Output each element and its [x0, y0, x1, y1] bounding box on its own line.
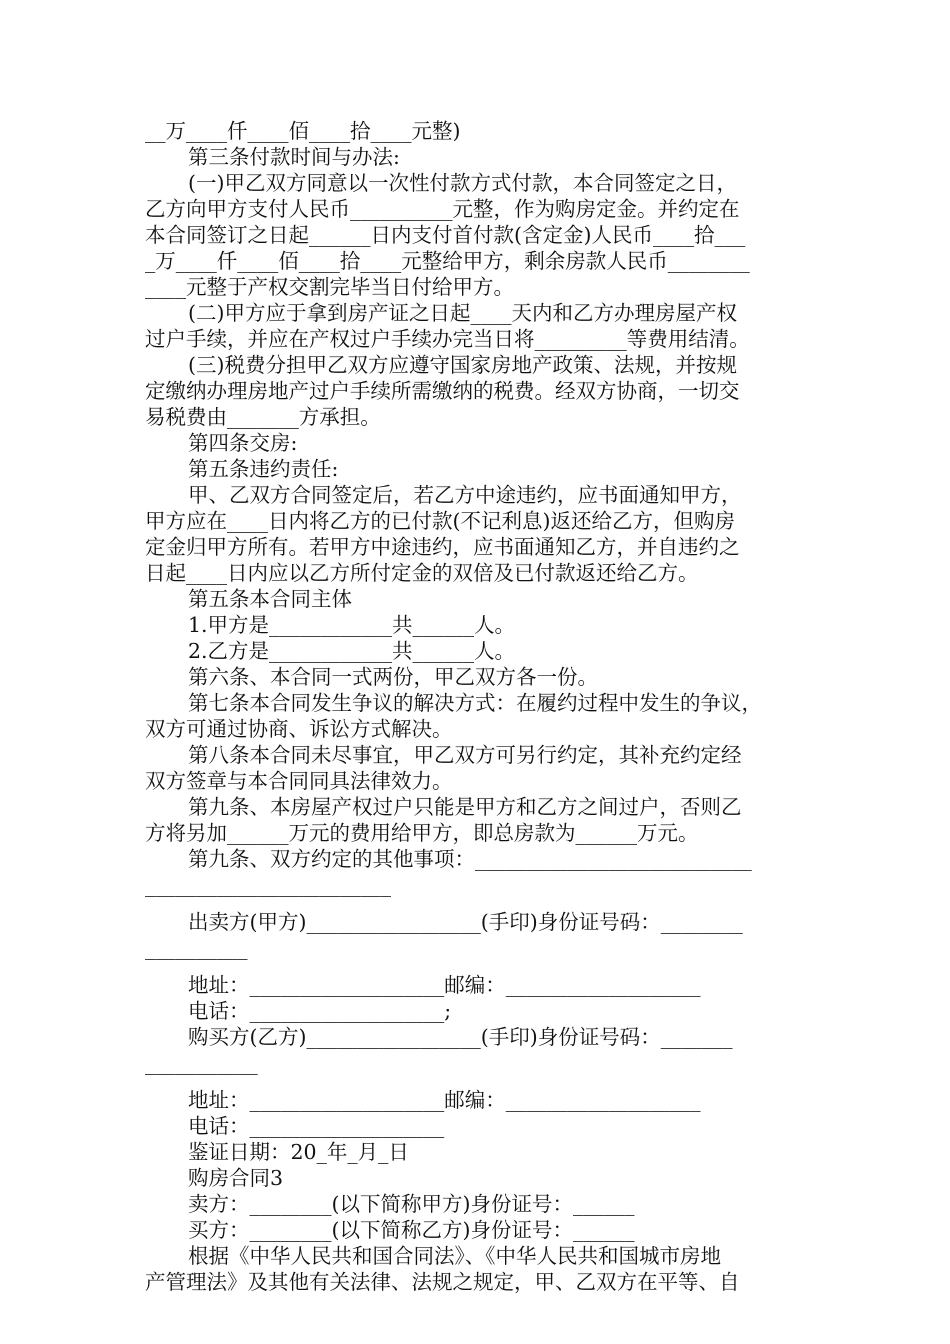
text-line: 地址：___________________邮编：___________________ [188, 973, 701, 997]
text-line: 地址：___________________邮编：___________________ [188, 1088, 701, 1112]
text-line: 第九条、双方约定的其他事项：___________________________ [188, 847, 752, 871]
text-line: (一)甲乙双方同意以一次性付款方式付款，本合同签定之日， [188, 171, 737, 195]
text-line: __________ [145, 936, 248, 960]
text-line: 购买方(乙方)_________________(手印)身份证号码：_______ [188, 1025, 733, 1049]
text-line: 双方签章与本合同同具法律效力。 [145, 769, 453, 793]
line-gap [145, 898, 809, 909]
text-line: 第五条违约责任: [188, 457, 339, 481]
text-line: __万____仟____佰____拾____元整) [145, 119, 461, 143]
line-gap [145, 961, 809, 972]
text-line: 定金归甲方所有。若甲方中途违约，应书面通知乙方，并自违约之 [145, 535, 740, 559]
text-line: 买方：________(以下简称乙方)身份证号：______ [188, 1218, 635, 1242]
line-gap [145, 1076, 809, 1087]
text-line: 双方可通过协商、诉讼方式解决。 [145, 717, 453, 741]
text-line: ________________________ [145, 873, 391, 897]
text-line: 产管理法》及其他有关法律、法规之规定，甲、乙双方在平等、自 [145, 1270, 740, 1294]
text-line: 本合同签订之日起______日内支付首付款(含定金)人民币____拾___ [145, 223, 746, 247]
text-line: 甲、乙双方合同签定后，若乙方中途违约，应书面通知甲方， [188, 483, 742, 507]
contract-page [145, 118, 809, 1295]
text-line: ___________ [145, 1051, 258, 1075]
text-line: 2.乙方是____________共______人。 [188, 639, 516, 663]
text-line: 第五条本合同主体 [188, 587, 352, 611]
text-line: 日起____日内应以乙方所付定金的双倍及已付款返还给乙方。 [145, 561, 699, 585]
text-line: 第三条付款时间与办法: [188, 145, 400, 169]
text-line: 易税费由_______方承担。 [145, 405, 381, 429]
text-line: 卖方：________(以下简称甲方)身份证号：______ [188, 1192, 635, 1216]
text-line: 方将另加______万元的费用给甲方，即总房款为______万元。 [145, 821, 699, 845]
text-line: 鉴证日期：20_年_月_日 [188, 1140, 409, 1164]
text-line: 根据《中华人民共和国合同法》、《中华人民共和国城市房地 [188, 1244, 721, 1268]
text-line: ____元整于产权交割完毕当日付给甲方。 [145, 275, 514, 299]
text-line: 甲方应在____日内将乙方的已付款(不记利息)返还给乙方，但购房 [145, 509, 735, 533]
text-line: (二)甲方应于拿到房产证之日起____天内和乙方办理房屋产权 [188, 301, 737, 325]
text-line: 第六条、本合同一式两份，甲乙双方各一份。 [188, 665, 598, 689]
text-line: 第四条交房: [188, 431, 298, 455]
text-line: 第九条、本房屋产权过户只能是甲方和乙方之间过户，否则乙 [188, 795, 742, 819]
text-line: _万____仟____佰____拾____元整给甲方，剩余房款人民币________ [145, 249, 750, 273]
text-line: 购房合同3 [188, 1166, 284, 1190]
text-line: 电话：___________________ [188, 1114, 445, 1138]
text-line: 乙方向甲方支付人民币__________元整，作为购房定金。并约定在 [145, 197, 740, 221]
text-line: 电话：___________________; [188, 999, 452, 1023]
text-line: 第八条本合同未尽事宜，甲乙双方可另行约定，其补充约定经 [188, 743, 742, 767]
text-line: 定缴纳办理房地产过户手续所需缴纳的税费。经双方协商，一切交 [145, 379, 740, 403]
text-line: 过户手续，并应在产权过户手续办完当日将_________等费用结清。 [145, 327, 750, 351]
text-line: 出卖方(甲方)_________________(手印)身份证号码：________ [188, 910, 743, 934]
text-line: 1.甲方是____________共______人。 [188, 613, 516, 637]
text-line: 第七条本合同发生争议的解决方式：在履约过程中发生的争议， [188, 691, 762, 715]
text-line: (三)税费分担甲乙双方应遵守国家房地产政策、法规，并按规 [188, 353, 737, 377]
